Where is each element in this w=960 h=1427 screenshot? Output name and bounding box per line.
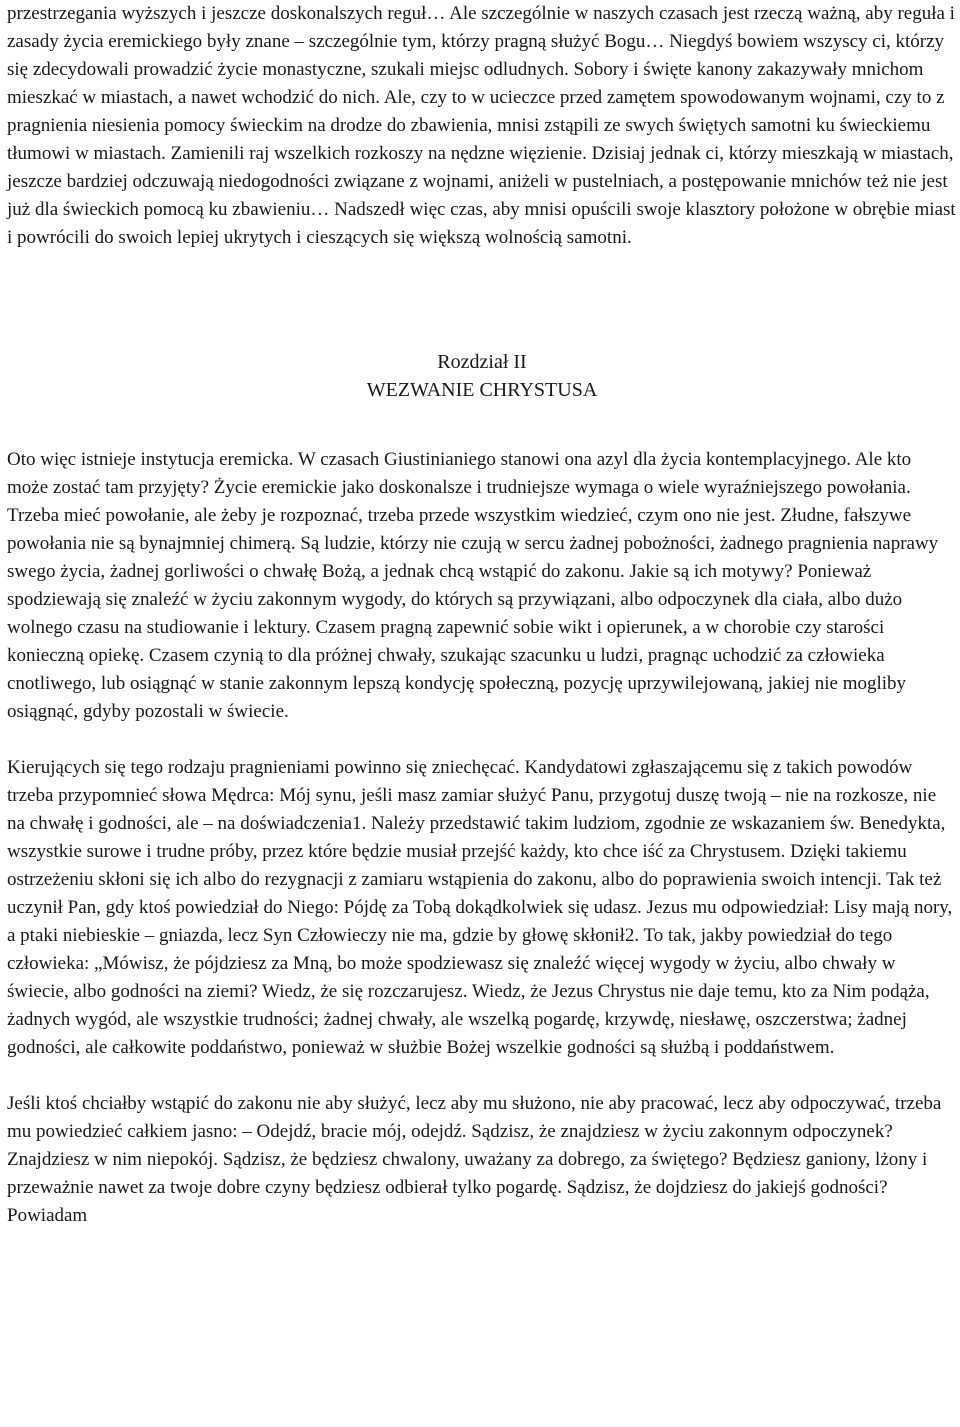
chapter-heading bbox=[7, 348, 957, 404]
document-page bbox=[7, 0, 957, 1230]
heading-spacer bbox=[7, 404, 957, 446]
body-paragraph-1: Oto więc istnieje instytucja eremicka. W czasach Giustinianiego stanowi ona azyl dla życia kontemplacyjnego. Ale kto może zostać tam przyjęty? Życie eremickie jako doskonalsze i trudniejsze wymaga o wiele wyraźniejszego powołania. Trzeba mieć powołanie, ale żeby je rozpoznać, trzeba przede wszystkim wiedzieć, czym ono nie jest. Złudne, fałszywe powołania nie są bynajmniej chimerą. Są ludzie, którzy nie czują w sercu żadnej pobożności, żadnego pragnienia naprawy swego życia, żadnej gorliwości o chwałę Bożą, a jednak chcą wstąpić do zakonu. Jakie są ich motywy? Ponieważ spodziewają się znaleźć w życiu zakonnym wygody, do których są przywiązani, albo odpoczynek dla ciała, albo dużo wolnego czasu na studiowanie i lektury. Czasem pragną zapewnić sobie wikt i opierunek, a w chorobie czy starości konieczną opiekę. Czasem czynią to dla próżnej chwały, szukając szacunku u ludzi, pragnąc uchodzić za człowieka cnotliwego, lub osiągnąć w stanie zakonnym lepszą kondycję społeczną, pozycję uprzywilejowaną, jakiej nie mogliby osiągnąć, gdyby pozostali w świecie. bbox=[7, 449, 939, 722]
chapter-number: Rozdział II bbox=[437, 351, 527, 373]
paragraph-gap bbox=[7, 726, 957, 754]
chapter-title: WEZWANIE CHRYSTUSA bbox=[366, 379, 598, 401]
intro-paragraph: przestrzegania wyższych i jeszcze doskonalszych reguł… Ale szczególnie w naszych czasach jest rzeczą ważną, aby reguła i zasady życia eremickiego były znane – szczególnie tym, którzy pragną służyć Bogu… Niegdyś bowiem wszyscy ci, którzy się zdecydowali prowadzić życie monastyczne, szukali miejsc odludnych. Sobory i święte kanony zakazywały mnichom mieszkać w miastach, a nawet wchodzić do nich. Ale, czy to w ucieczce przed zamętem spowodowanym wojnami, czy to z pragnienia niesienia pomocy świeckim na drodze do zbawienia, mnisi zstąpili ze swych świętych samotni ku świeckiemu tłumowi w miastach. Zamienili raj wszelkich rozkoszy na nędzne więzienie. Dzisiaj jednak ci, którzy mieszkają w miastach, jeszcze bardziej odczuwają niedogodności związane z wojnami, aniżeli w pustelniach, a postępowanie mnichów też nie jest już dla świeckich pomocą ku zbawieniu… Nadszedł więc czas, aby mnisi opuścili swoje klasztory położone w obrębie miast i powrócili do swoich lepiej ukrytych i cieszących się większą wolnością samotni. bbox=[7, 3, 956, 248]
body-paragraph-2: Kierujących się tego rodzaju pragnieniami powinno się zniechęcać. Kandydatowi zgłaszającemu się z takich powodów trzeba przypomnieć słowa Mędrca: Mój synu, jeśli masz zamiar służyć Panu, przygotuj duszę twoją – nie na rozkosze, nie na chwałę i godności, ale – na doświadczenia1. Należy przedstawić takim ludziom, zgodnie ze wskazaniem św. Benedykta, wszystkie surowe i trudne próby, przez które będzie musiał przejść każdy, kto chce iść za Chrystusem. Dzięki takiemu ostrzeżeniu skłoni się ich albo do rezygnacji z zamiaru wstąpienia do zakonu, albo do poprawienia swoich intencji. Tak też uczynił Pan, gdy ktoś powiedział do Niego: Pójdę za Tobą dokądkolwiek się udasz. Jezus mu odpowiedział: Lisy mają nory, a ptaki niebieskie – gniazda, lecz Syn Człowieczy nie ma, gdzie by głowę skłonił2. To tak, jakby powiedział do tego człowieka: „Mówisz, że pójdziesz za Mną, bo może spodziewasz się znaleźć więcej wygody w życiu, albo chwały w świecie, albo godności na ziemi? Wiedz, że się rozczarujesz. Wiedz, że Jezus Chrystus nie daje temu, kto za Nim podąża, żadnych wygód, ale wszystkie trudności; żadnej chwały, ale wszelką pogardę, krzywdę, niesławę, oszczerstwa; żadnej godności, ale całkowite poddaństwo, ponieważ w służbie Bożej wszelkie godności są służbą i poddaństwem. bbox=[7, 757, 953, 1058]
body-paragraph-3: Jeśli ktoś chciałby wstąpić do zakonu nie aby służyć, lecz aby mu służono, nie aby pracować, lecz aby odpoczywać, trzeba mu powiedzieć całkiem jasno: – Odejdź, bracie mój, odejdź. Sądzisz, że znajdziesz w życiu zakonnym odpoczynek? Znajdziesz w nim niepokój. Sądzisz, że będziesz chwalony, uważany za dobrego, za świętego? Będziesz ganiony, lżony i przeważnie nawet za twoje dobre czyny będziesz odbierał tylko pogardę. Sądzisz, że dojdziesz do jakiejś godności? Powiadam bbox=[7, 1093, 942, 1226]
paragraph-gap bbox=[7, 1062, 957, 1090]
section-spacer bbox=[7, 252, 957, 348]
